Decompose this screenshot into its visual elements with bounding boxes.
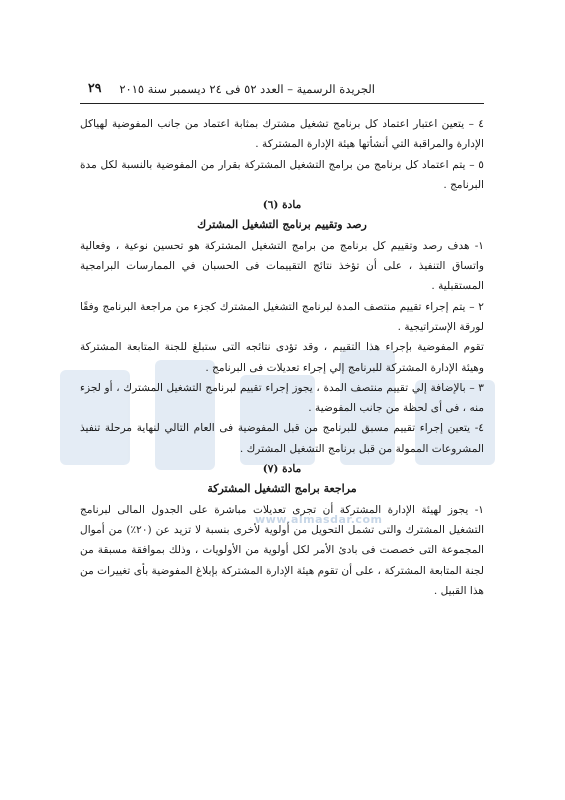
gazette-header-title: الجريدة الرسمية – العدد ٥٢ فى ٢٤ ديسمبر سنة ٢٠١٥	[119, 82, 375, 96]
paragraph: ٥ – يتم اعتماد كل برنامج من برامج التشغيل المشتركة بقرار من المفوضية بالنسبة لكل مدة البرنامج .	[80, 158, 484, 191]
article-number: مادة (٦)	[262, 199, 302, 212]
page-number: ٢٩	[88, 80, 102, 95]
article-heading: مراجعة برامج التشغيل المشتركة	[207, 482, 357, 496]
paragraph: ٤- يتعين إجراء تقييم مسبق للبرنامج من قبل المفوضية فى العام التالي لنهاية مرحلة تنفيذ المشروعات الممولة من قبل برنامج التشغيل المشترك .	[80, 422, 484, 455]
article-number: مادة (٧)	[262, 463, 302, 476]
article-heading: رصد وتقييم برنامج التشغيل المشترك	[197, 218, 367, 232]
paragraph: ١- يجوز لهيئة الإدارة المشتركة أن تجرى تعديلات مباشرة على الجدول المالى لبرنامج التشغيل المشترك والتى تشمل التحويل من أولوية لأخرى بنسبة لا تزيد عن (٢٠٪) من أموال المجموعة التى خصصت فى بادئ الأمر لكل أولوية من الأولويات ، وذلك بموافقة مسبقة من لجنة المتابعة المشتركة ، على أن تقوم هيئة الإدارة المشتركة بإبلاغ المفوضية بأى تغييرات من هذا القبيل .	[80, 503, 485, 597]
header-divider	[80, 103, 484, 104]
paragraph: ٣ – بالإضافة إلي تقييم منتصف المدة ، يجوز إجراء تقييم لبرنامج التشغيل المشترك ، أو لجزء منه ، فى أى لحظة من جانب المفوضية .	[80, 381, 484, 415]
document-body	[80, 114, 484, 601]
paragraph: ١- هدف رصد وتقييم كل برنامج من برامج التشغيل المشتركة هو تحسين نوعية ، وفعالية واتساق التنفيذ ، على أن تؤخذ نتائج التقييمات فى الحسبان في الممارسات البرامجية المستقبلية .	[80, 239, 484, 293]
paragraph: ٢ – يتم إجراء تقييم منتصف المدة لبرنامج التشغيل المشترك كجزء من مراجعة البرنامج وفقًا لورقة الإستراتيجية .	[80, 300, 484, 333]
paragraph: ٤ – يتعين اعتبار اعتماد كل برنامج تشغيل مشترك بمثابة اعتماد من جانب المفوضية لهياكل الإدارة والمراقبة التي أنشأتها هيئة الإدارة المشتركة .	[80, 118, 484, 151]
paragraph: تقوم المفوضية بإجراء هذا التقييم ، وقد تؤدى نتائجه التى ستبلغ للجنة المتابعة المشتركة وهيئة الإدارة المشتركة للبرنامج إلي إجراء تعديلات فى البرنامج .	[80, 341, 484, 374]
watermark-url: www.almasdar.com	[255, 513, 383, 526]
